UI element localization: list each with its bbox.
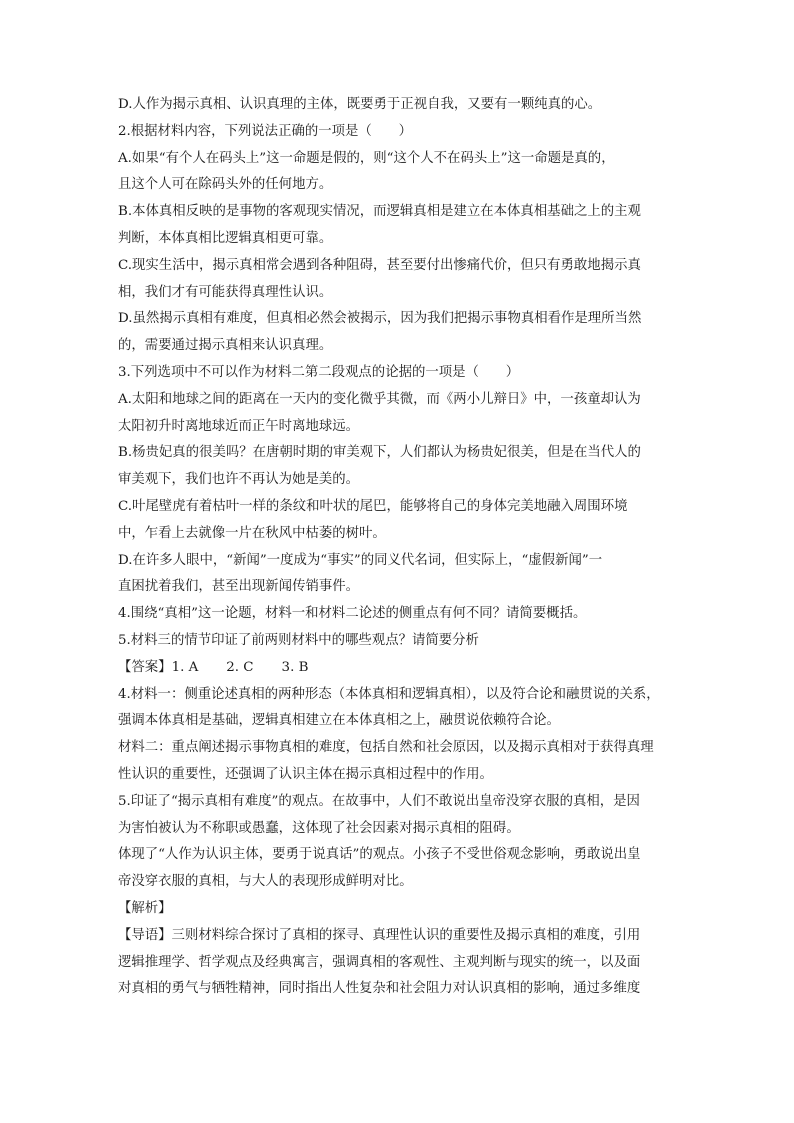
- option-c: C.叶尾壁虎有着枯叶一样的条纹和叶状的尾巴，能够将自己的身体完美地融入周围环境: [118, 498, 628, 514]
- text-line: 材料二：重点阐述揭示事物真相的难度，包括自然和社会原因，以及揭示真相对于获得真理: [118, 740, 654, 756]
- answer-5: 5.印证了“揭示真相有难度”的观点。在故事中，人们不敢说出皇帝没穿衣服的真相，是因: [118, 793, 640, 809]
- text-line: 为害怕被认为不称职或愚蠢，这体现了社会因素对揭示真相的阻碍。: [118, 820, 520, 836]
- text-line: 审美观下，我们也许不再认为她是美的。: [118, 472, 360, 488]
- text-line: 直困扰着我们，甚至出现新闻传销事件。: [118, 579, 360, 595]
- option-a: A.太阳和地球之间的距离在一天内的变化微乎其微，而《两小儿辩日》中，一孩童却认为: [118, 391, 641, 407]
- answer-2: 2. C: [226, 659, 254, 675]
- text-line: 帝没穿衣服的真相，与大人的表现形成鲜明对比。: [118, 874, 413, 890]
- text-line: 中，乍看上去就像一片在秋风中枯萎的树叶。: [118, 525, 386, 541]
- answer-3: 3. B: [281, 659, 309, 675]
- text-line: D.人作为揭示真相、认识真理的主体，既要勇于正视自我，又要有一颗纯真的心。: [118, 97, 602, 112]
- option-b: B.杨贵妃真的很美吗？在唐朝时期的审美观下，人们都认为杨贵妃很美，但是在当代人的: [118, 445, 641, 461]
- question-4: 4.围绕“真相”这一论题，材料一和材料二论述的侧重点有何不同？请简要概括。: [118, 606, 587, 622]
- document-page: [118, 92, 684, 1003]
- text-line: 相，我们才有可能获得真理性认识。: [118, 284, 333, 300]
- question-3: 3.下列选项中不可以作为材料二第二段观点的论据的一项是（ ）: [118, 364, 520, 380]
- answer-4: 4.材料一：侧重论述真相的两种形态（本体真相和逻辑真相），以及符合论和融贯说的关系，: [118, 686, 660, 702]
- question-5: 5.材料三的情节印证了前两则材料中的哪些观点？请简要分析: [118, 632, 479, 648]
- text-line: 性认识的重要性，还强调了认识主体在揭示真相过程中的作用。: [118, 766, 493, 782]
- text-line: 对真相的勇气与牺牲精神，同时指出人性复杂和社会阻力对认识真相的影响，通过多维度: [118, 981, 641, 997]
- analysis-heading: 【解析】: [118, 900, 172, 916]
- answer-label: 【答案】: [118, 659, 172, 675]
- option-d: D.在许多人眼中，“新闻”一度成为“事实”的同义代名词，但实际上，“虚假新闻”一: [118, 552, 603, 568]
- question-2: 2.根据材料内容，下列说法正确的一项是（ ）: [118, 123, 412, 139]
- option-a: A.如果“有个人在码头上”这一命题是假的，则“这个人不在码头上”这一命题是真的，: [118, 150, 615, 166]
- option-c: C.现实生活中，揭示真相常会遇到各种阻碍，甚至要付出惨痛代价，但只有勇敢地揭示真: [118, 257, 641, 273]
- text-line: 强调本体真相是基础，逻辑真相建立在本体真相之上，融贯说依赖符合论。: [118, 713, 560, 729]
- text-line: 且这个人可在除码头外的任何地方。: [118, 177, 333, 193]
- text-line: 的，需要通过揭示真相来认识真理。: [118, 338, 333, 354]
- option-b: B.本体真相反映的是事物的客观现实情况，而逻辑真相是建立在本体真相基础之上的主观: [118, 204, 641, 220]
- text-line: 判断，本体真相比逻辑真相更可靠。: [118, 230, 333, 246]
- option-d: D.虽然揭示真相有难度，但真相必然会被揭示，因为我们把揭示事物真相看作是理所当然: [118, 311, 642, 327]
- text-line: 体现了“人作为认识主体，要勇于说真话”的观点。小孩子不受世俗观念影响，勇敢说出皇: [118, 847, 641, 863]
- text-line: 逻辑推理学、哲学观点及经典寓言，强调真相的客观性、主观判断与现实的统一，以及面: [118, 954, 641, 970]
- answer-line: [118, 655, 684, 682]
- intro-paragraph: 【导语】三则材料综合探讨了真相的探寻、真理性认识的重要性及揭示真相的难度，引用: [118, 927, 641, 943]
- answer-1: 1. A: [171, 659, 199, 675]
- text-line: 太阳初升时离地球近而正午时离地球远。: [118, 418, 360, 434]
